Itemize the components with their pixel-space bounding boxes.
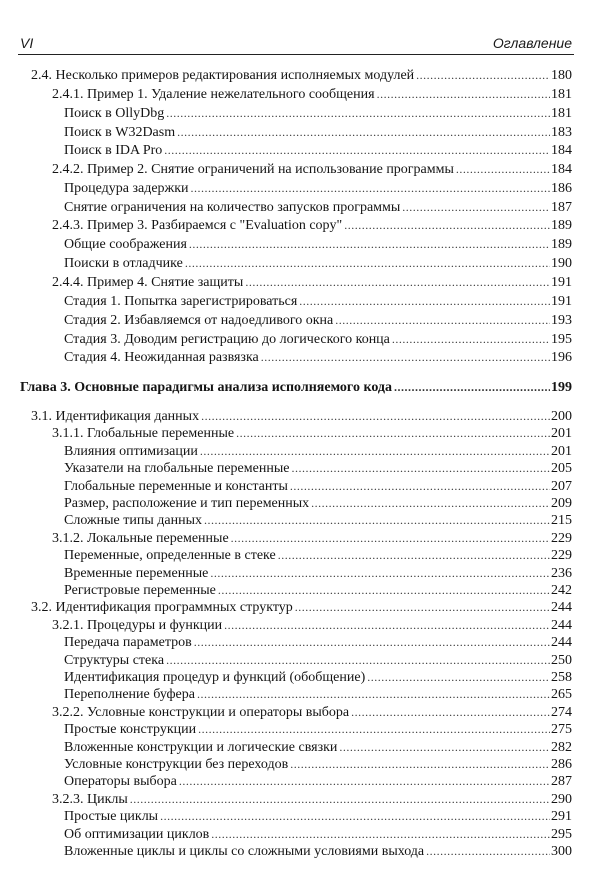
toc-entry: Вложенные конструкции и логические связки ..... 282 (64, 738, 572, 756)
toc-entry-title: Вложенные циклы и циклы со сложными условиями выхода (64, 844, 425, 859)
toc-entry-3-2-3: 3.2.3. Циклы ..... 290 (52, 790, 572, 808)
running-header (18, 34, 574, 55)
toc-entry: Простые конструкции ..... 275 (64, 720, 572, 738)
toc-entry-2-4-4: 2.4.4. Пример 4. Снятие защиты ..... 191 (52, 273, 572, 291)
running-title: Оглавление (492, 35, 572, 51)
toc-entry (64, 825, 572, 843)
toc-entry-2-4-2: 2.4.2. Пример 2. Снятие ограничений на использование программы ..... 184 (52, 160, 572, 178)
page-number: VI (20, 35, 34, 51)
toc-entry: Регистровые переменные ..... 242 (64, 581, 572, 599)
toc-entry-3-1-2: 3.1.2. Локальные переменные ..... 229 (52, 529, 572, 547)
toc-entry-2-4: 2.4. Несколько примеров редактирования исполняемых модулей ..... 180 (31, 66, 572, 84)
toc-entry-2-4-3: 2.4.3. Пример 3. Разбираемся с "Evaluation copy" ..... 189 (52, 216, 572, 234)
toc-entry: Структуры стека ..... 250 (64, 651, 572, 669)
toc-entry: Операторы выбора ..... 287 (64, 772, 572, 790)
toc-entry: Условные конструкции без переходов ..... 286 (64, 755, 572, 773)
toc-entry: Глобальные переменные и константы ..... 207 (64, 477, 572, 495)
toc-entry: Общие соображения ..... 189 (64, 235, 572, 253)
toc-entry: Указатели на глобальные переменные ..... 205 (64, 459, 572, 477)
toc-entry (64, 842, 572, 860)
toc-entry: Стадия 3. Доводим регистрацию до логического конца ..... 195 (64, 330, 572, 348)
toc-entry: Процедура задержки ..... 186 (64, 179, 572, 197)
toc-entry: Сложные типы данных ..... 215 (64, 511, 572, 529)
toc-entry-3-1: 3.1. Идентификация данных ..... 200 (31, 407, 572, 425)
toc-entry: Поиск в OllyDbg ..... 181 (64, 104, 572, 122)
toc-entry: Снятие ограничения на количество запусков программы ..... 187 (64, 198, 572, 216)
toc-entry: Простые циклы ..... 291 (64, 807, 572, 825)
toc-entry-3-2-2: 3.2.2. Условные конструкции и операторы выбора ..... 274 (52, 703, 572, 721)
toc-entry-page: 300 (551, 844, 572, 859)
toc-entry: Стадия 2. Избавляемся от надоедливого окна ..... 193 (64, 311, 572, 329)
dot-leader (211, 825, 550, 843)
toc-chapter-3: Глава 3. Основные парадигмы анализа исполняемого кода ..... 199 (20, 378, 572, 396)
toc-entry: Стадия 4. Неожиданная развязка ..... 196 (64, 348, 572, 366)
toc-entry: Передача параметров ..... 244 (64, 633, 572, 651)
toc-entry: Стадия 1. Попытка зарегистрироваться ..... 191 (64, 292, 572, 310)
toc-entry: Идентификация процедур и функций (обобщение) ..... 258 (64, 668, 572, 686)
toc-entry: Поиск в IDA Pro ..... 184 (64, 141, 572, 159)
toc-entry-3-2: 3.2. Идентификация программных структур ..... 244 (31, 598, 572, 616)
toc-entry-2-4-1: 2.4.1. Пример 1. Удаление нежелательного сообщения ..... 181 (52, 85, 572, 103)
toc-entry: Временные переменные ..... 236 (64, 564, 572, 582)
toc-entry-title: Об оптимизации циклов (64, 826, 210, 842)
toc-entry: Влияния оптимизации ..... 201 (64, 442, 572, 460)
toc-entry: Размер, расположение и тип переменных ..... 209 (64, 494, 572, 512)
toc-entry: Поиски в отладчике ..... 190 (64, 254, 572, 272)
toc-entry: Переменные, определенные в стеке ..... 229 (64, 546, 572, 564)
toc-entry: Переполнение буфера ..... 265 (64, 685, 572, 703)
toc-entry-3-2-1: 3.2.1. Процедуры и функции ..... 244 (52, 616, 572, 634)
dot-leader (426, 842, 550, 860)
toc-entry: Поиск в W32Dasm ..... 183 (64, 123, 572, 141)
toc-entry-page: 295 (551, 826, 572, 842)
toc-entry-3-1-1: 3.1.1. Глобальные переменные ..... 201 (52, 424, 572, 442)
